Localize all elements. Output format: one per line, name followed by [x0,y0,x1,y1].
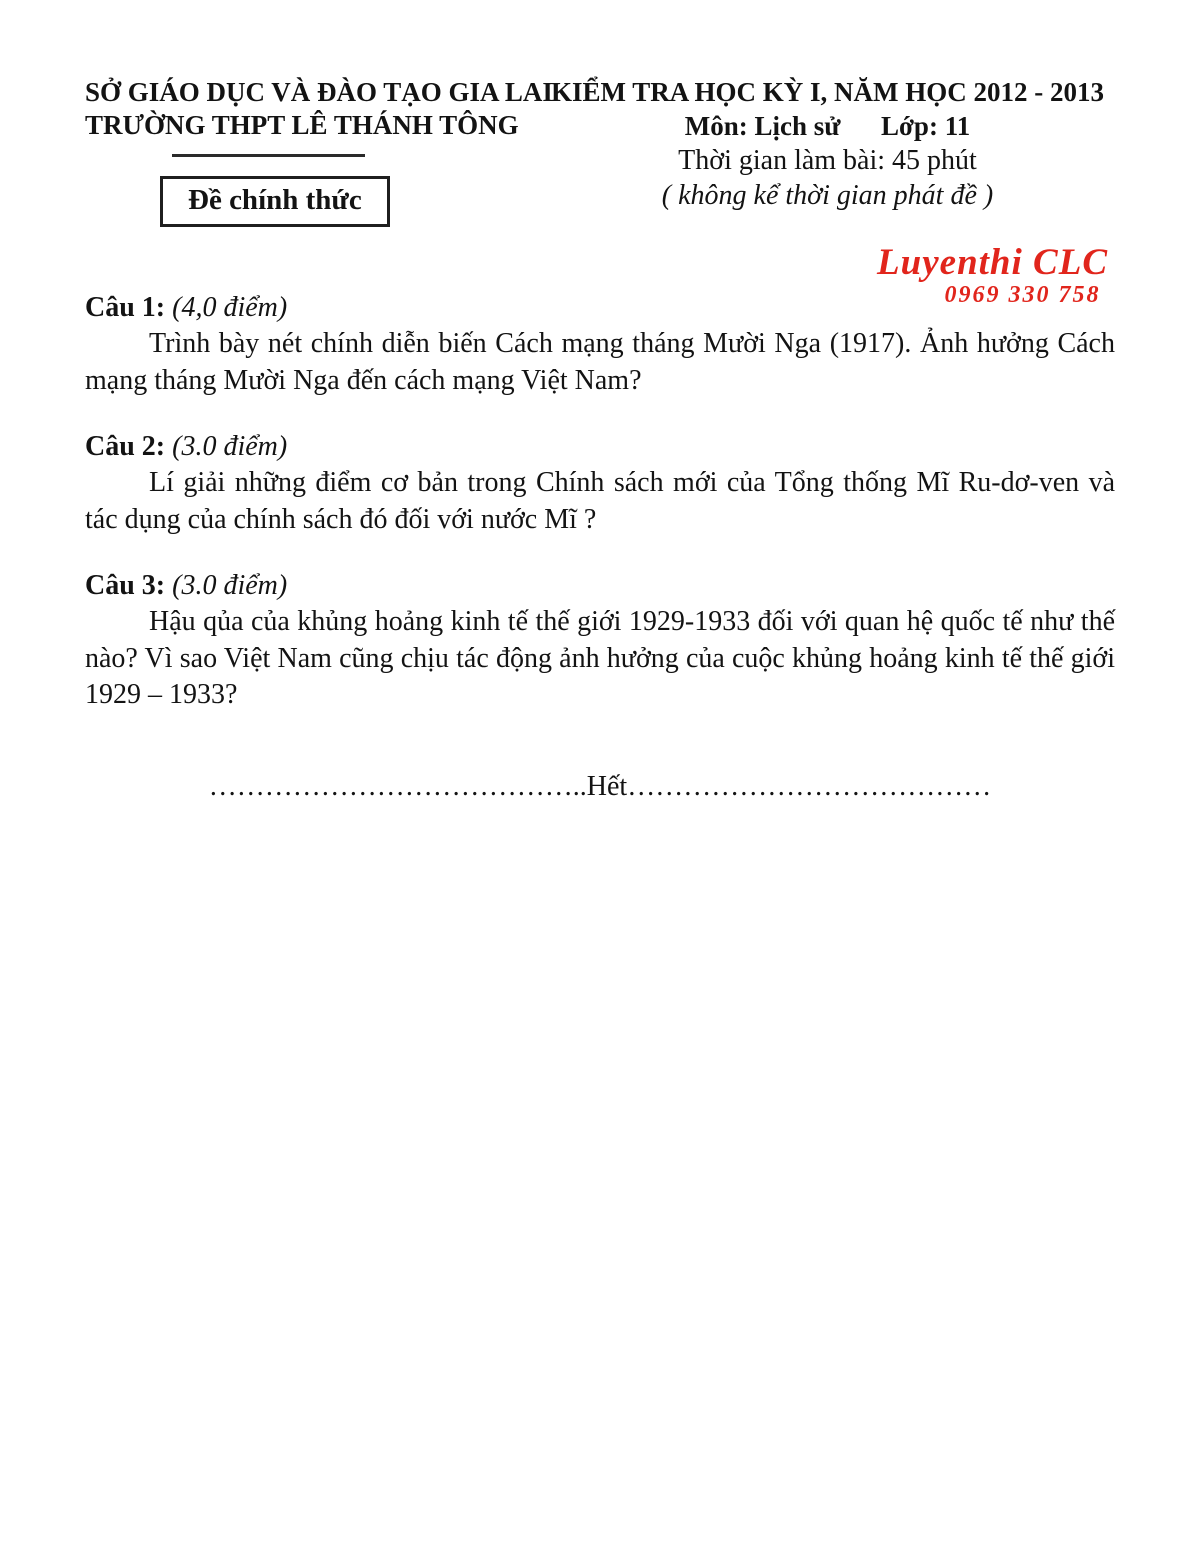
question-list [85,291,1115,714]
question-3-points: (3.0 điểm) [172,570,288,601]
page-header [85,76,1115,227]
school-name: TRƯỜNG THPT LÊ THÁNH TÔNG [85,110,519,140]
question-2 [85,430,1115,538]
question-2-label: Câu 2: [85,431,166,462]
header-left-block [85,76,553,227]
official-exam-box: Đề chính thức [160,176,390,227]
watermark-phone-number: 0969 330 758 [944,282,1101,308]
exam-duration: Thời gian làm bài: 45 phút [678,145,977,176]
exam-title: KIỂM TRA HỌC KỲ I, NĂM HỌC 2012 - 2013 [550,77,1104,107]
header-right-block [525,76,1115,213]
question-3-label: Câu 3: [85,570,166,601]
question-3-heading [85,569,1115,603]
question-2-points: (3.0 điểm) [172,431,288,462]
exam-note: ( không kể thời gian phát đề ) [661,180,994,211]
question-2-heading [85,430,1115,464]
question-1-text: Trình bày nét chính diễn biến Cách mạng tháng Mười Nga (1917). Ảnh hưởng Cách mạng tháng Mười Nga đến cách mạng Việt Nam? [85,328,1115,396]
question-1-points: (4,0 điểm) [172,292,288,323]
end-of-exam-marker: …………………………………..Hết………………………………… [208,770,992,802]
exam-subject-grade: Môn: Lịch sử Lớp: 11 [684,111,971,141]
department-name: SỞ GIÁO DỤC VÀ ĐÀO TẠO GIA LAI [85,77,553,107]
watermark-brand-text: Luyenthi CLC [877,242,1108,283]
question-2-text: Lí giải những điểm cơ bản trong Chính sách mới của Tổng thống Mĩ Ru-dơ-ven và tác dụng của chính sách đó đối với nước Mĩ ? [85,467,1115,535]
question-3 [85,569,1115,714]
question-3-text: Hậu qủa của khủng hoảng kinh tế thế giới 1929-1933 đối với quan hệ quốc tế như thế nào? Vì sao Việt Nam cũng chịu tác động ảnh hưởng của cuộc khủng hoảng kinh tế thế giới 1929 – 1933? [85,606,1115,710]
question-1-label: Câu 1: [85,292,166,323]
luyenthi-clc-watermark [877,244,1108,307]
